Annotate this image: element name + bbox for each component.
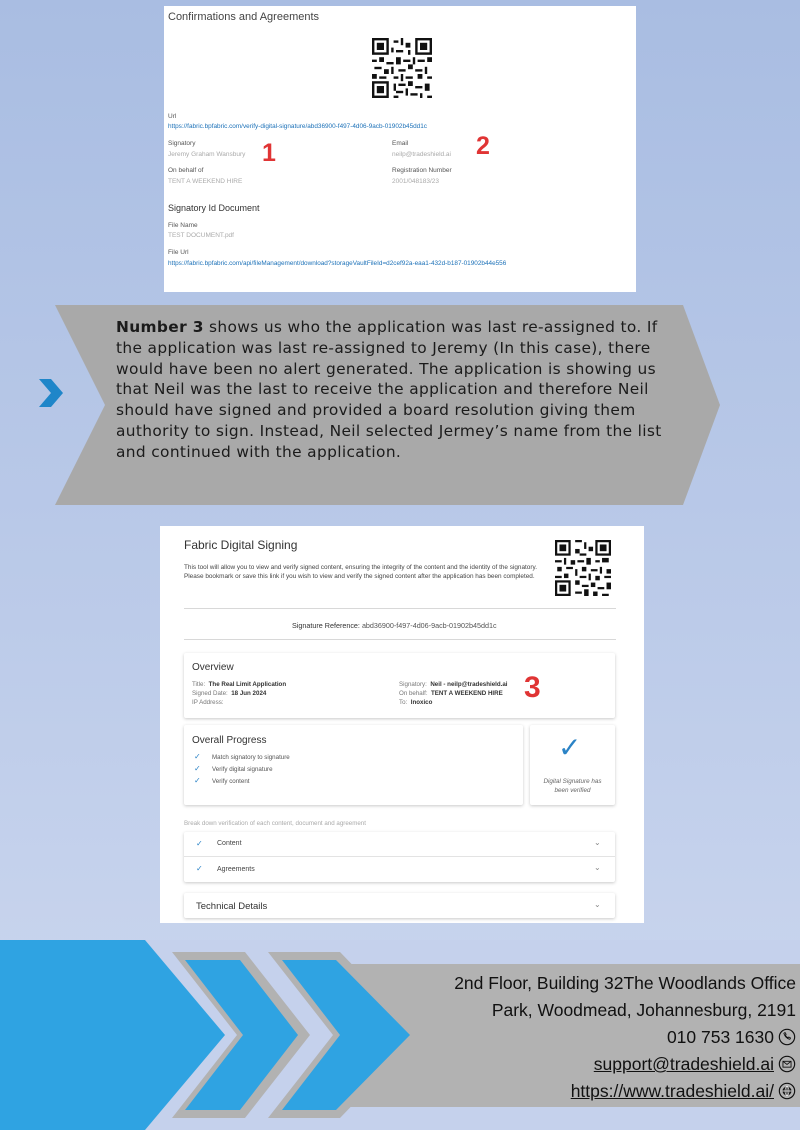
confirmations-card [164,6,636,292]
chevron-down-icon: ⌄ [594,838,601,847]
id-document-heading: Signatory Id Document [168,203,260,213]
technical-details-label: Technical Details [196,901,268,912]
verified-panel [530,725,615,805]
check-icon: ✓ [196,839,203,848]
footer-address-line2: Park, Woodmead, Johannesburg, 2191 [491,1000,796,1020]
file-url-label: File Url [168,249,189,256]
check-icon: ✓ [196,864,203,873]
footer-phone: 010 753 1630 [666,1027,774,1047]
overview-panel [184,653,615,718]
check-icon: ✓ [194,764,201,773]
digital-signing-card [160,526,644,923]
check-icon: ✓ [558,731,582,764]
globe-icon [778,1082,796,1100]
technical-details-accordion[interactable] [184,893,615,918]
explanation-text [116,317,688,463]
overview-to-row: To: Inoxico [399,699,433,706]
behalf-label: On behalf of [168,167,204,174]
marker-2: 2 [476,132,490,160]
registration-label: Registration Number [392,167,452,174]
footer-website-link[interactable]: https://www.tradeshield.ai/ [570,1081,774,1101]
behalf-value: TENT A WEEKEND HIRE [168,178,243,185]
digital-signing-title: Fabric Digital Signing [184,538,298,552]
overview-ip-row: IP Address: [192,699,224,706]
signature-reference-value: abd36900-f497-4d06-9acb-01902b45dd1c [361,621,497,630]
url-label: Url [168,113,177,120]
breakdown-accordion [184,832,615,882]
footer-website-row [571,1081,796,1102]
file-name-label: File Name [168,222,198,229]
marker-3: 3 [524,671,541,704]
explanation-body: shows us who the application was last re-assigned to. If the application was last re-assigned to Jeremy (In this case), there would have been no alert generated. The application is showing us that Neil was the last to receive the application and therefore Neil should have signed and provided a board resolution giving them authority to sign. Instead, Neil selected Jermey’s name from the list and continued with the application. [116,318,662,461]
breakdown-text: Break down verification of each content, document and agreement [184,820,366,827]
phone-icon [778,1028,796,1046]
check-icon: ✓ [194,752,201,761]
email-value: neilp@tradeshield.ai [392,151,451,158]
overview-title-row: Title: The Real Limit Application [192,681,287,688]
qr-code-icon [555,540,611,596]
digital-signing-description: This tool will allow you to view and verify signed content, ensuring the integrity of the content and the identity of the signatory. Please bookmark or save this link if you wish to view and verify the signed content after the application has been completed. [184,564,537,580]
overall-progress-panel [184,725,523,805]
accordion-content-label: Content [217,840,242,847]
verified-text: Digital Signature has been verified [543,778,602,794]
mail-icon [778,1055,796,1073]
overview-signed-row: Signed Date: 18 Jun 2024 [192,690,267,697]
accordion-agreements-label: Agreements [217,866,255,873]
overview-title: Overview [192,662,234,673]
confirmations-heading: Confirmations and Agreements [168,11,320,23]
explanation-bold: Number 3 [116,318,204,336]
accordion-agreements[interactable] [184,857,615,882]
chevron-down-icon: ⌄ [594,863,601,872]
overall-progress-title: Overall Progress [192,735,267,746]
footer-email-row [594,1054,796,1075]
footer-phone-row [667,1027,796,1048]
progress-item: Verify digital signature [212,766,273,773]
signature-reference-label: Signature Reference: [292,621,360,630]
file-name-value: TEST DOCUMENT.pdf [168,232,234,239]
chevron-down-icon: ⌄ [594,900,601,909]
accordion-content[interactable] [184,832,615,857]
qr-code-icon [372,38,432,98]
progress-item: Match signatory to signature [212,754,290,761]
progress-item: Verify content [212,778,250,785]
chevron-right-icon [37,377,65,409]
check-icon: ✓ [194,776,201,785]
registration-value: 2001/048183/23 [392,178,439,185]
footer-address-line1: 2nd Floor, Building 32The Woodlands Office [454,973,796,993]
verify-url-link[interactable]: https://fabric.bpfabric.com/verify-digital-signature/abd36900-f497-4d06-9acb-01902b45dd1c [168,123,427,130]
signature-reference [292,621,497,630]
signatory-value: Jeremy Graham Wansbury [168,151,246,158]
overview-signatory-row: Signatory: Neil - neilp@tradeshield.ai [399,681,508,688]
file-url-link[interactable]: https://fabric.bpfabric.com/api/fileManagement/download?storageVaultFileId=d2cef92a-eaa1-432d-b187-01902b44e556 [168,260,507,267]
signatory-label: Signatory [168,140,196,147]
overview-behalf-row: On behalf: TENT A WEEKEND HIRE [399,690,503,697]
footer-email-link[interactable]: support@tradeshield.ai [593,1054,774,1074]
marker-1: 1 [262,139,276,167]
email-label: Email [392,140,409,147]
